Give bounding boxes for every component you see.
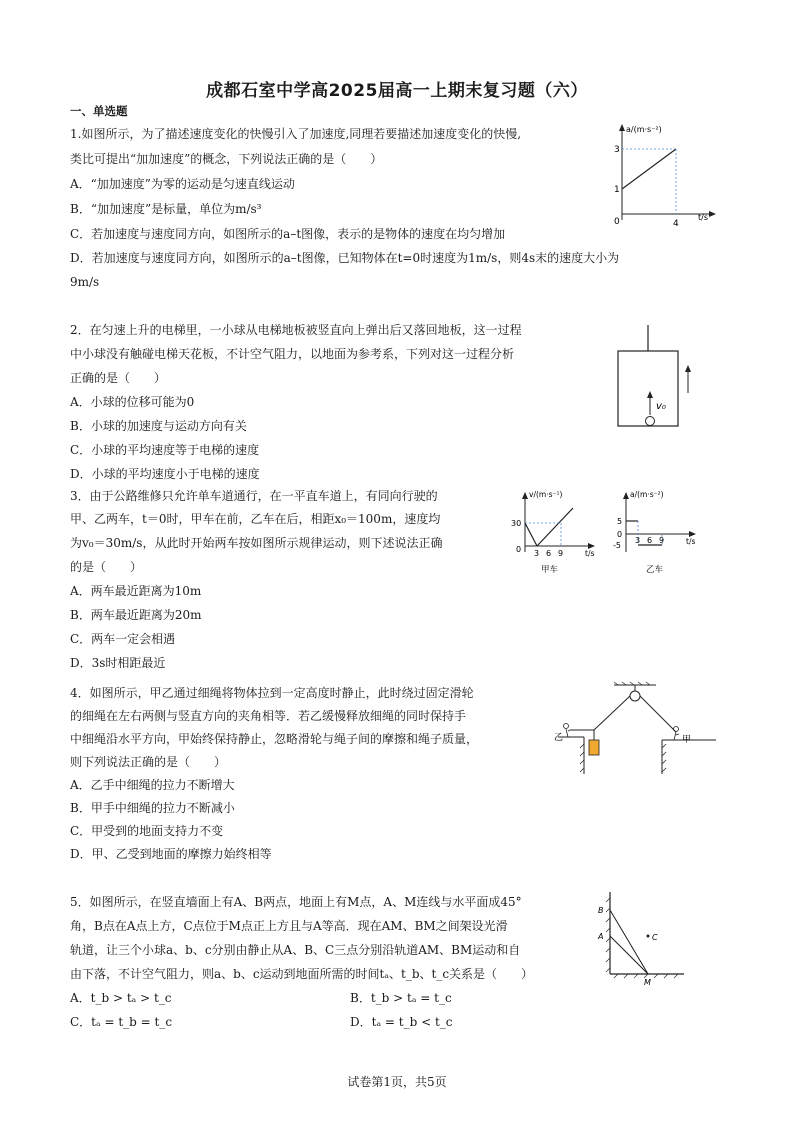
q2-option-c: C．小球的平均速度等于电梯的速度	[70, 443, 260, 457]
page-footer: 试卷第1页，共5页	[347, 1075, 447, 1089]
q2-v0-label: v₀	[656, 401, 666, 412]
q4-option-c: C．甲受到的地面支持力不变	[70, 824, 224, 838]
q5-stem-line4: 由下落，不计空气阻力，则a、b、c运动到地面所需的时间tₐ、t_b、t_c关系是（ ）	[70, 967, 534, 981]
q1-stem-line2: 类比可提出“加加速度”的概念，下列说法正确的是（ ）	[70, 152, 383, 166]
q2-option-a: A．小球的位移可能为0	[70, 395, 195, 409]
q1-graph-xlabel: t/s	[698, 213, 708, 222]
q3-yi-tick-6: 6	[647, 536, 653, 545]
q5-option-a: A．t_b > tₐ > t_c	[70, 991, 172, 1005]
q4-option-a: A．乙手中细绳的拉力不断增大	[70, 778, 235, 792]
q3-jia-tick-3: 3	[534, 549, 540, 558]
q4-pulley-figure	[552, 682, 722, 777]
q5-stem-line1: 5．如图所示，在竖直墙面上有A、B两点，地面上有M点，A、M连线与水平面成45°	[70, 895, 522, 909]
q1-option-c: C．若加速度与速度同方向，如图所示的a–t图像，表示的是物体的速度在均匀增加	[70, 227, 506, 241]
q5-stem-line3: 轨道，让三个小球a、b、c分别由静止从A、B、C三点分别沿轨道AM、BM运动和自	[70, 943, 521, 957]
q5-label-m: M	[644, 978, 651, 987]
q5-label-c: C	[652, 933, 658, 942]
q4-stem-line2: 的细绳在左右两侧与竖直方向的夹角相等．若乙缓慢释放细绳的同时保持手	[70, 709, 467, 723]
q3-at-graph-yi	[612, 488, 707, 578]
q1-option-a: A．“加加速度”为零的运动是匀速直线运动	[70, 177, 295, 191]
q5-track-figure	[592, 888, 692, 993]
q2-option-d: D．小球的平均速度小于电梯的速度	[70, 467, 260, 481]
q2-stem-line3: 正确的是（ ）	[70, 371, 167, 385]
q1-option-d-cont: 9m/s	[70, 275, 100, 289]
q4-stem-line1: 4．如图所示，甲乙通过细绳将物体拉到一定高度时静止，此时绕过固定滑轮	[70, 686, 474, 700]
q4-option-b: B．甲手中细绳的拉力不断减小	[70, 801, 235, 815]
q2-stem-line1: 2．在匀速上升的电梯里，一小球从电梯地板被竖直向上弹出后又落回地板，这一过程	[70, 323, 522, 337]
q4-option-d: D．甲、乙受到地面的摩擦力始终相等	[70, 847, 272, 861]
section-heading: 一、单选题	[70, 104, 128, 118]
q1-at-graph	[612, 122, 722, 230]
q5-stem-line2: 角，B点在A点上方，C点位于M点正上方且与A等高．现在AM、BM之间架设光滑	[70, 919, 508, 933]
q3-stem-line4: 的是（ ）	[70, 560, 143, 574]
q2-elevator-figure	[612, 323, 702, 433]
q1-graph-tick-1: 1	[614, 185, 620, 195]
q3-yi-xlabel: t/s	[686, 537, 696, 546]
q3-yi-tick-9: 9	[659, 536, 665, 545]
q3-jia-ylabel: v/(m·s⁻¹)	[529, 490, 563, 499]
q1-option-d: D．若加速度与速度同方向，如图所示的a–t图像，已知物体在t=0时速度为1m/s，则4s末的速度大小为	[70, 251, 620, 265]
q5-option-c: C．tₐ = t_b = t_c	[70, 1015, 173, 1029]
q3-jia-tick-9: 9	[558, 549, 564, 558]
q3-yi-tick-0: 0	[617, 530, 623, 539]
q1-stem-line1: 1.如图所示，为了描述速度变化的快慢引入了加速度,同理若要描述加速度变化的快慢,	[70, 127, 522, 141]
q3-jia-xlabel: t/s	[585, 549, 595, 558]
q3-jia-caption: 甲车	[541, 565, 559, 575]
q3-option-b: B．两车最近距离为20m	[70, 608, 202, 622]
q3-yi-tick-5: 5	[617, 517, 623, 526]
q4-label-jia: 甲	[682, 735, 692, 745]
q1-option-b: B．“加加速度”是标量，单位为m/s³	[70, 202, 262, 216]
q4-label-yi: 乙	[554, 733, 564, 743]
q5-label-b: B	[598, 906, 604, 915]
q4-stem-line3: 中细绳沿水平方向，甲始终保持静止，忽略滑轮与绳子间的摩擦和绳子质量，	[70, 732, 479, 746]
q1-graph-ylabel: a/(m·s⁻²)	[626, 125, 662, 134]
q1-graph-origin: 0	[614, 217, 620, 227]
q2-option-b: B．小球的加速度与运动方向有关	[70, 419, 247, 433]
q1-graph-tick-4: 4	[673, 219, 679, 229]
q3-option-d: D．3s时相距最近	[70, 656, 166, 670]
q2-stem-line2: 中小球没有触碰电梯天花板，不计空气阻力，以地面为参考系，下列对这一过程分析	[70, 347, 515, 361]
q3-stem-line3: 为v₀＝30m/s，从此时开始两车按如图所示规律运动，则下述说法正确	[70, 536, 443, 550]
q3-option-c: C．两车一定会相遇	[70, 632, 176, 646]
page-title: 成都石室中学高2025届高一上期末复习题（六）	[206, 81, 588, 101]
q1-graph-tick-3: 3	[614, 145, 620, 155]
q3-stem-line1: 3．由于公路维修只允许单车道通行，在一平直车道上，有同向行驶的	[70, 489, 438, 503]
q3-vt-graph-jia	[507, 488, 602, 578]
q5-option-d: D．tₐ = t_b < t_c	[350, 1015, 453, 1029]
q3-jia-tick-6: 6	[546, 549, 552, 558]
q5-option-b: B．t_b > tₐ = t_c	[350, 991, 452, 1005]
q3-yi-tick-3: 3	[635, 536, 641, 545]
q3-yi-caption: 乙车	[646, 565, 664, 575]
q3-jia-origin: 0	[516, 545, 522, 554]
q3-yi-tick-neg5: -5	[613, 541, 621, 550]
q3-stem-line2: 甲、乙两车，t＝0时，甲车在前，乙车在后，相距x₀＝100m，速度均	[70, 512, 441, 526]
q3-yi-ylabel: a/(m·s⁻²)	[630, 490, 664, 499]
q5-label-a: A	[598, 932, 604, 941]
q3-option-a: A．两车最近距离为10m	[70, 584, 202, 598]
q3-jia-tick-30: 30	[511, 519, 522, 528]
q4-stem-line4: 则下列说法正确的是（ ）	[70, 755, 227, 769]
